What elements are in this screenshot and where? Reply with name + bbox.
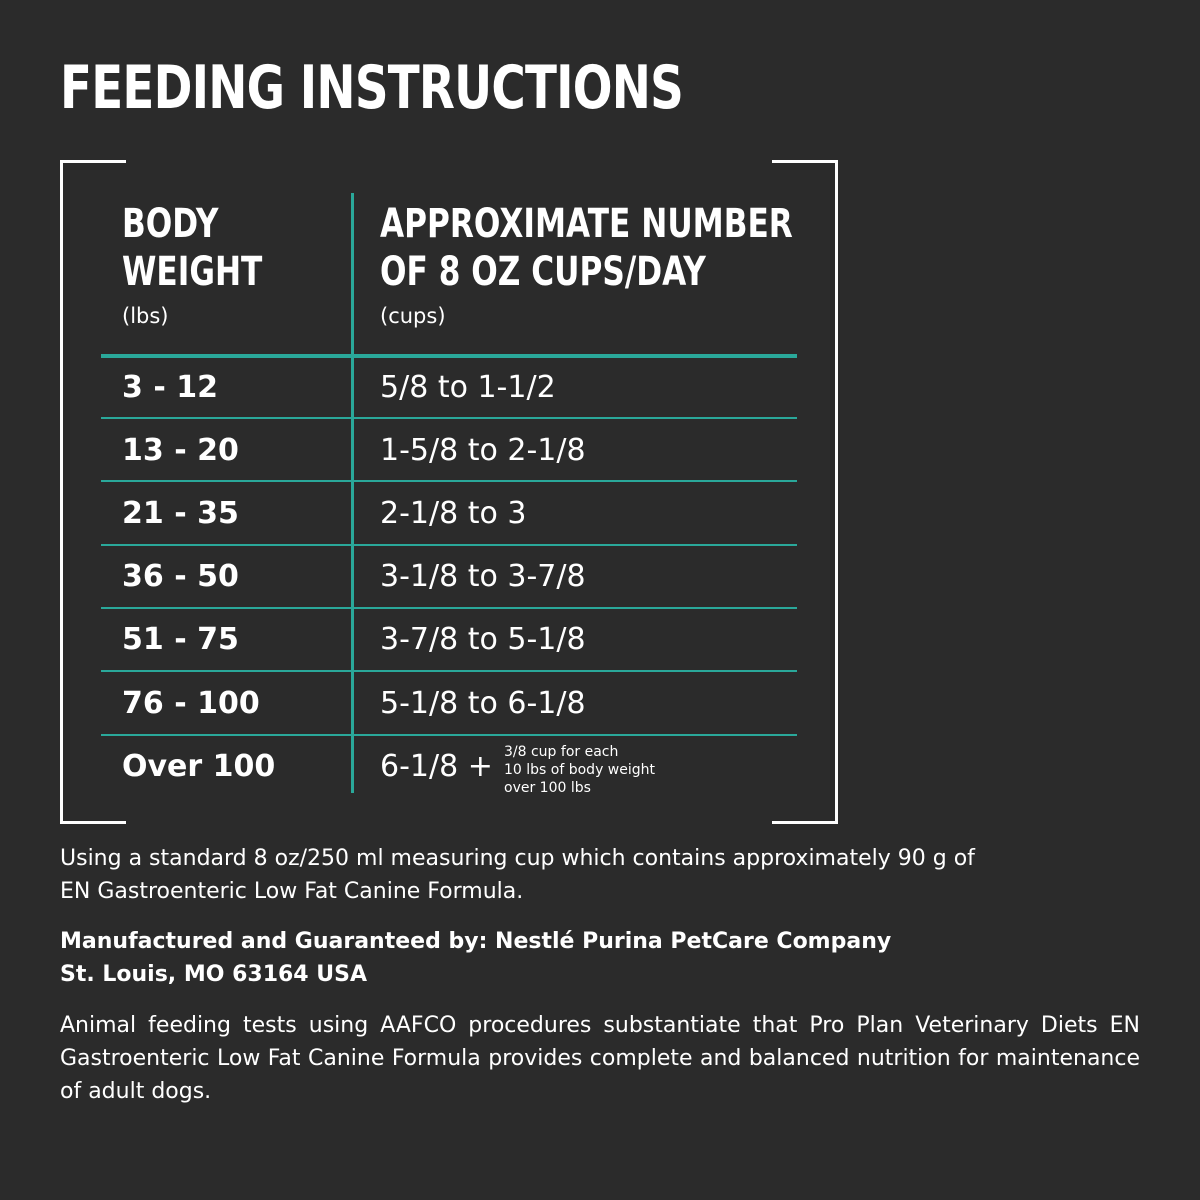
header-divider	[101, 354, 797, 358]
weight-cell: 21 - 35	[122, 496, 239, 531]
cups-cell: 3-7/8 to 5-1/8	[380, 622, 586, 657]
header-cups-line2: OF 8 OZ CUPS/DAY	[380, 249, 706, 295]
cups-cell: 5-1/8 to 6-1/8	[380, 686, 586, 721]
cups-cell: 6-1/8 +	[380, 749, 493, 784]
header-body-weight	[122, 200, 302, 330]
note-line: over 100 lbs	[504, 780, 591, 796]
row-divider	[101, 417, 797, 419]
header-cups-line1: APPROXIMATE NUMBER	[380, 201, 793, 247]
weight-cell: 51 - 75	[122, 622, 239, 657]
row-divider	[101, 734, 797, 736]
over-100-note	[504, 743, 704, 797]
manufacturer-line2: St. Louis, MO 63164 USA	[60, 962, 368, 987]
left-bracket	[60, 160, 126, 824]
page-title: FEEDING INSTRUCTIONS	[60, 53, 684, 123]
cups-cell: 3-1/8 to 3-7/8	[380, 559, 586, 594]
measuring-note-line2: EN Gastroenteric Low Fat Canine Formula.	[60, 879, 524, 904]
measuring-note	[60, 842, 1140, 908]
header-cups-unit: (cups)	[380, 304, 446, 328]
cups-cell: 5/8 to 1-1/2	[380, 370, 556, 405]
weight-cell: 36 - 50	[122, 559, 239, 594]
row-divider	[101, 544, 797, 546]
column-divider	[351, 193, 354, 793]
note-line: 10 lbs of body weight	[504, 762, 656, 778]
header-weight-line1: BODY	[122, 201, 219, 247]
header-weight-line2: WEIGHT	[122, 249, 263, 295]
note-line: 3/8 cup for each	[504, 744, 619, 760]
weight-cell: 13 - 20	[122, 433, 239, 468]
cups-cell: 2-1/8 to 3	[380, 496, 527, 531]
aafco-statement: Animal feeding tests using AAFCO procedures substantiate that Pro Plan Veterinary Diets EN Gastroenteric Low Fat Canine Formula provides complete and balanced nutrition for maintenance of adult dogs.	[60, 1013, 1140, 1104]
weight-cell: Over 100	[122, 749, 276, 784]
weight-cell: 76 - 100	[122, 686, 260, 721]
weight-cell: 3 - 12	[122, 370, 218, 405]
row-divider	[101, 480, 797, 482]
row-divider	[101, 607, 797, 609]
row-divider	[101, 670, 797, 672]
manufacturer-line1: Manufactured and Guaranteed by: Nestlé Purina PetCare Company	[60, 929, 892, 954]
header-cups-per-day	[380, 200, 909, 330]
measuring-note-line1: Using a standard 8 oz/250 ml measuring cup which contains approximately 90 g of	[60, 846, 975, 871]
cups-cell: 1-5/8 to 2-1/8	[380, 433, 586, 468]
header-weight-unit: (lbs)	[122, 304, 169, 328]
manufacturer-info	[60, 925, 1140, 991]
